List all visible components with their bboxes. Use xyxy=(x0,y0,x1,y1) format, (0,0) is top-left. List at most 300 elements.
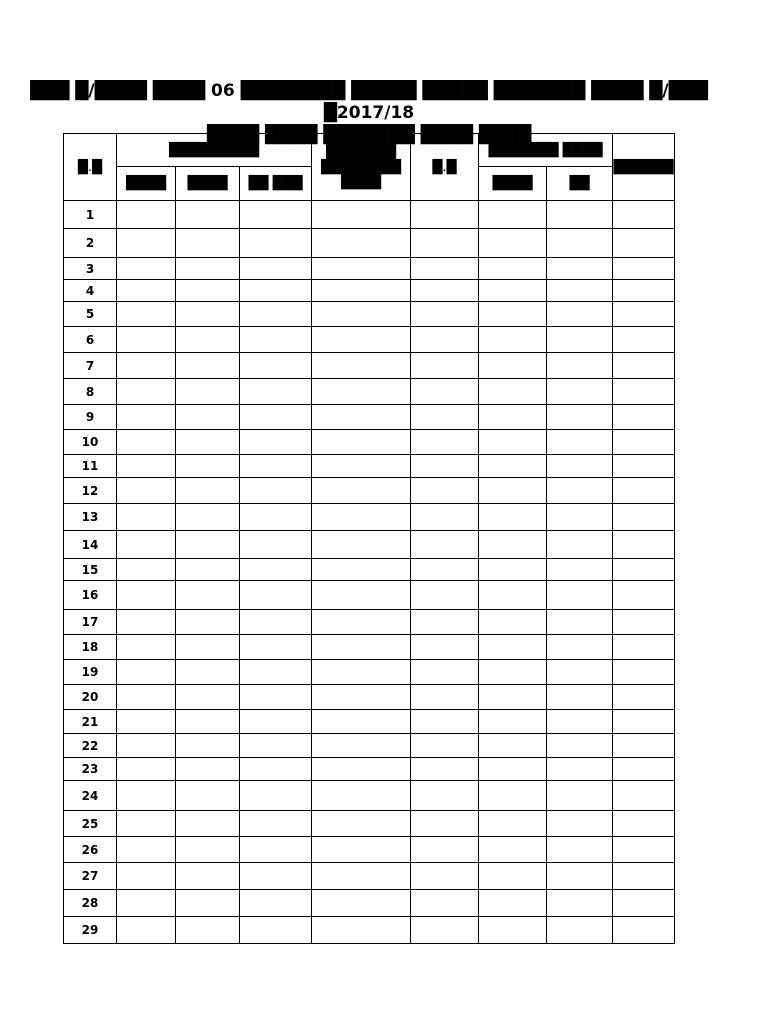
table-cell xyxy=(117,327,176,353)
table-row xyxy=(64,280,675,302)
table-cell xyxy=(176,758,240,781)
table-cell xyxy=(117,229,176,258)
table-cell xyxy=(547,280,613,302)
table-cell xyxy=(117,201,176,229)
table-cell xyxy=(547,302,613,327)
table-cell xyxy=(117,353,176,379)
table-cell xyxy=(613,229,675,258)
table-cell xyxy=(117,660,176,685)
row-number: 8 xyxy=(64,379,117,405)
table-cell xyxy=(117,581,176,610)
table-cell xyxy=(547,581,613,610)
table-cell xyxy=(547,531,613,559)
table-cell xyxy=(312,811,411,837)
table-row xyxy=(64,917,675,944)
table-cell xyxy=(547,610,613,635)
table-cell xyxy=(312,478,411,504)
table-cell xyxy=(411,559,479,581)
row-number: 11 xyxy=(64,455,117,478)
table-header xyxy=(64,134,675,201)
table-cell xyxy=(117,811,176,837)
row-number: 24 xyxy=(64,781,117,811)
table-cell xyxy=(479,559,547,581)
table-cell xyxy=(613,559,675,581)
table-row xyxy=(64,863,675,890)
table-cell xyxy=(312,758,411,781)
table-cell xyxy=(411,353,479,379)
header-group-a: █████████ xyxy=(117,134,312,167)
table-cell xyxy=(240,559,312,581)
row-number: 6 xyxy=(64,327,117,353)
header-serial: █.█ xyxy=(64,134,117,201)
table-cell xyxy=(117,610,176,635)
table-cell xyxy=(411,504,479,531)
table-cell xyxy=(613,734,675,758)
table-cell xyxy=(176,478,240,504)
table-cell xyxy=(479,531,547,559)
table-cell xyxy=(117,710,176,734)
table-cell xyxy=(312,581,411,610)
table-cell xyxy=(547,405,613,430)
table-cell xyxy=(176,685,240,710)
table-cell xyxy=(479,635,547,660)
table-cell xyxy=(312,430,411,455)
table-cell xyxy=(613,258,675,280)
table-cell xyxy=(411,890,479,917)
table-row xyxy=(64,430,675,455)
table-cell xyxy=(240,327,312,353)
row-number: 28 xyxy=(64,890,117,917)
table-cell xyxy=(176,201,240,229)
table-cell xyxy=(547,559,613,581)
table-cell xyxy=(240,201,312,229)
table-cell xyxy=(547,863,613,890)
table-cell xyxy=(117,504,176,531)
table-cell xyxy=(411,635,479,660)
row-number: 17 xyxy=(64,610,117,635)
table-cell xyxy=(613,531,675,559)
table-cell xyxy=(613,405,675,430)
table-row xyxy=(64,353,675,379)
row-number: 16 xyxy=(64,581,117,610)
table-cell xyxy=(613,635,675,660)
table-cell xyxy=(547,685,613,710)
row-number: 27 xyxy=(64,863,117,890)
table-cell xyxy=(479,229,547,258)
header-group-a-sub1: ████ xyxy=(117,167,176,201)
table-cell xyxy=(411,478,479,504)
table-cell xyxy=(312,890,411,917)
table-row xyxy=(64,229,675,258)
table-cell xyxy=(479,258,547,280)
table-cell xyxy=(117,455,176,478)
row-number: 3 xyxy=(64,258,117,280)
table-cell xyxy=(176,430,240,455)
table-cell xyxy=(240,610,312,635)
table-cell xyxy=(613,781,675,811)
table-row xyxy=(64,811,675,837)
table-cell xyxy=(176,405,240,430)
table-cell xyxy=(479,610,547,635)
table-cell xyxy=(240,811,312,837)
table-cell xyxy=(547,430,613,455)
table-cell xyxy=(411,531,479,559)
table-cell xyxy=(240,685,312,710)
row-number: 10 xyxy=(64,430,117,455)
table-cell xyxy=(240,758,312,781)
table-cell xyxy=(240,581,312,610)
table-cell xyxy=(240,890,312,917)
table-cell xyxy=(547,201,613,229)
table-row xyxy=(64,455,675,478)
table-cell xyxy=(411,685,479,710)
header-serial-2: █.█ xyxy=(411,134,479,201)
table-cell xyxy=(176,531,240,559)
row-number: 5 xyxy=(64,302,117,327)
table-cell xyxy=(176,581,240,610)
table-cell xyxy=(240,660,312,685)
table-cell xyxy=(312,781,411,811)
table-cell xyxy=(240,379,312,405)
header-group-a-sub2: ████ xyxy=(176,167,240,201)
table-cell xyxy=(479,685,547,710)
table-cell xyxy=(479,430,547,455)
table-cell xyxy=(240,837,312,863)
table-cell xyxy=(312,229,411,258)
row-number: 19 xyxy=(64,660,117,685)
table-cell xyxy=(547,710,613,734)
table-cell xyxy=(479,890,547,917)
table-cell xyxy=(240,280,312,302)
table-cell xyxy=(240,430,312,455)
row-number: 20 xyxy=(64,685,117,710)
table-cell xyxy=(117,478,176,504)
table-cell xyxy=(240,229,312,258)
table-cell xyxy=(312,379,411,405)
table-cell xyxy=(479,379,547,405)
table-cell xyxy=(613,837,675,863)
table-cell xyxy=(547,660,613,685)
table-cell xyxy=(312,280,411,302)
table-cell xyxy=(547,455,613,478)
table-cell xyxy=(547,758,613,781)
table-cell xyxy=(240,863,312,890)
table-cell xyxy=(240,302,312,327)
table-cell xyxy=(176,280,240,302)
table-cell xyxy=(312,710,411,734)
table-cell xyxy=(312,863,411,890)
table-cell xyxy=(176,734,240,758)
table-cell xyxy=(479,327,547,353)
table-cell xyxy=(117,430,176,455)
table-cell xyxy=(411,379,479,405)
table-cell xyxy=(479,353,547,379)
table-cell xyxy=(547,890,613,917)
table-cell xyxy=(240,710,312,734)
table-row xyxy=(64,531,675,559)
table-row xyxy=(64,635,675,660)
row-number: 26 xyxy=(64,837,117,863)
table-cell xyxy=(613,685,675,710)
header-middle: ███████ ████████ ████ xyxy=(312,134,411,201)
table-cell xyxy=(479,405,547,430)
table-cell xyxy=(411,660,479,685)
table-cell xyxy=(176,559,240,581)
row-number: 21 xyxy=(64,710,117,734)
table-cell xyxy=(613,280,675,302)
table-cell xyxy=(479,710,547,734)
table-cell xyxy=(117,685,176,710)
table-cell xyxy=(312,504,411,531)
table-cell xyxy=(547,353,613,379)
table-cell xyxy=(240,455,312,478)
table-cell xyxy=(613,430,675,455)
table-cell xyxy=(312,635,411,660)
table-row xyxy=(64,610,675,635)
header-group-b: ███████ ████ xyxy=(479,134,613,167)
table-cell xyxy=(479,455,547,478)
table-cell xyxy=(479,758,547,781)
table-cell xyxy=(613,201,675,229)
table-cell xyxy=(176,610,240,635)
table-row xyxy=(64,890,675,917)
table-cell xyxy=(411,258,479,280)
table-cell xyxy=(176,863,240,890)
table-cell xyxy=(117,635,176,660)
table-cell xyxy=(176,837,240,863)
row-number: 4 xyxy=(64,280,117,302)
table-cell xyxy=(312,917,411,944)
table-cell xyxy=(411,837,479,863)
table-cell xyxy=(411,758,479,781)
header-group-b-sub2: ██ xyxy=(547,167,613,201)
table-cell xyxy=(240,478,312,504)
table-row xyxy=(64,559,675,581)
table-cell xyxy=(312,531,411,559)
table-cell xyxy=(613,610,675,635)
table-cell xyxy=(240,734,312,758)
table-cell xyxy=(613,504,675,531)
table-cell xyxy=(240,258,312,280)
table-cell xyxy=(613,758,675,781)
table-row xyxy=(64,478,675,504)
table-cell xyxy=(613,353,675,379)
table-cell xyxy=(547,811,613,837)
table-cell xyxy=(240,405,312,430)
table-cell xyxy=(312,353,411,379)
table-cell xyxy=(117,559,176,581)
table-cell xyxy=(547,635,613,660)
row-number: 9 xyxy=(64,405,117,430)
row-number: 12 xyxy=(64,478,117,504)
row-number: 14 xyxy=(64,531,117,559)
table-cell xyxy=(312,559,411,581)
table-cell xyxy=(312,327,411,353)
table-row xyxy=(64,685,675,710)
table-cell xyxy=(117,734,176,758)
table-cell xyxy=(411,430,479,455)
table-row xyxy=(64,660,675,685)
table-cell xyxy=(312,455,411,478)
table-cell xyxy=(479,811,547,837)
table-cell xyxy=(547,327,613,353)
register-table xyxy=(63,133,675,944)
table-cell xyxy=(312,201,411,229)
table-cell xyxy=(312,302,411,327)
table-cell xyxy=(312,610,411,635)
table-cell xyxy=(479,781,547,811)
table-cell xyxy=(411,917,479,944)
table-cell xyxy=(547,917,613,944)
table-cell xyxy=(613,917,675,944)
table-cell xyxy=(176,890,240,917)
table-row xyxy=(64,302,675,327)
table-cell xyxy=(176,781,240,811)
table-cell xyxy=(411,302,479,327)
table-row xyxy=(64,837,675,863)
table-cell xyxy=(613,455,675,478)
row-number: 7 xyxy=(64,353,117,379)
table-cell xyxy=(547,504,613,531)
header-group-b-sub1: ████ xyxy=(479,167,547,201)
table-cell xyxy=(176,353,240,379)
table-cell xyxy=(176,327,240,353)
table-cell xyxy=(613,478,675,504)
table-cell xyxy=(411,280,479,302)
table-cell xyxy=(312,405,411,430)
table-cell xyxy=(312,837,411,863)
table-cell xyxy=(479,734,547,758)
table-cell xyxy=(479,581,547,610)
row-number: 23 xyxy=(64,758,117,781)
table-row xyxy=(64,258,675,280)
table-cell xyxy=(176,917,240,944)
table-row xyxy=(64,379,675,405)
table-cell xyxy=(176,710,240,734)
table-cell xyxy=(547,229,613,258)
row-number: 13 xyxy=(64,504,117,531)
table-cell xyxy=(411,734,479,758)
table-cell xyxy=(613,660,675,685)
table-cell xyxy=(411,201,479,229)
table-cell xyxy=(240,504,312,531)
table-cell xyxy=(240,531,312,559)
row-number: 22 xyxy=(64,734,117,758)
table-cell xyxy=(411,710,479,734)
table-cell xyxy=(613,379,675,405)
table-cell xyxy=(312,660,411,685)
table-row xyxy=(64,327,675,353)
table-row xyxy=(64,758,675,781)
page-title-line1: ███ █/████ ████ 06 ████████ █████ █████ ███████ ████ █/███ █2017/18 xyxy=(30,81,708,123)
table-cell xyxy=(176,379,240,405)
page-title-line2: ████ ████ ███████ ████ ████ xyxy=(206,125,532,145)
table-cell xyxy=(240,781,312,811)
table-cell xyxy=(479,201,547,229)
table-cell xyxy=(613,327,675,353)
table-cell xyxy=(411,455,479,478)
row-number: 15 xyxy=(64,559,117,581)
table-row xyxy=(64,581,675,610)
table-cell xyxy=(547,837,613,863)
table-cell xyxy=(411,327,479,353)
table-cell xyxy=(176,229,240,258)
table-cell xyxy=(411,229,479,258)
table-cell xyxy=(240,917,312,944)
table-cell xyxy=(176,504,240,531)
table-cell xyxy=(176,635,240,660)
table-cell xyxy=(117,917,176,944)
table-cell xyxy=(547,734,613,758)
table-cell xyxy=(479,837,547,863)
table-cell xyxy=(117,405,176,430)
table-cell xyxy=(479,917,547,944)
table-cell xyxy=(176,302,240,327)
table-row xyxy=(64,781,675,811)
table-cell xyxy=(411,405,479,430)
table-cell xyxy=(479,504,547,531)
table-cell xyxy=(312,685,411,710)
table-cell xyxy=(613,863,675,890)
table-cell xyxy=(117,258,176,280)
row-number: 29 xyxy=(64,917,117,944)
table-cell xyxy=(613,302,675,327)
table-cell xyxy=(117,781,176,811)
row-number: 2 xyxy=(64,229,117,258)
table-cell xyxy=(411,581,479,610)
table-cell xyxy=(613,890,675,917)
table-cell xyxy=(411,781,479,811)
row-number: 18 xyxy=(64,635,117,660)
table-cell xyxy=(479,280,547,302)
header-group-a-sub3: ██ ███ xyxy=(240,167,312,201)
table-cell xyxy=(547,781,613,811)
table-cell xyxy=(479,478,547,504)
table-cell xyxy=(117,837,176,863)
table-row xyxy=(64,405,675,430)
table-cell xyxy=(117,280,176,302)
table-row xyxy=(64,201,675,229)
table-cell xyxy=(176,455,240,478)
table-cell xyxy=(176,258,240,280)
table-cell xyxy=(547,258,613,280)
table-cell xyxy=(117,531,176,559)
row-number: 1 xyxy=(64,201,117,229)
table-cell xyxy=(411,610,479,635)
table-cell xyxy=(117,890,176,917)
table-cell xyxy=(479,660,547,685)
table-cell xyxy=(613,811,675,837)
table-cell xyxy=(479,302,547,327)
table-cell xyxy=(547,379,613,405)
table-cell xyxy=(547,478,613,504)
header-remarks: ██████ xyxy=(613,134,675,201)
table-cell xyxy=(117,379,176,405)
table-row xyxy=(64,710,675,734)
table-cell xyxy=(176,660,240,685)
table-row xyxy=(64,504,675,531)
row-number: 25 xyxy=(64,811,117,837)
table-cell xyxy=(613,581,675,610)
table-cell xyxy=(117,758,176,781)
table-cell xyxy=(479,863,547,890)
table-cell xyxy=(312,258,411,280)
table-cell xyxy=(117,863,176,890)
table-cell xyxy=(176,811,240,837)
table-cell xyxy=(411,811,479,837)
table-cell xyxy=(613,710,675,734)
table-row xyxy=(64,734,675,758)
